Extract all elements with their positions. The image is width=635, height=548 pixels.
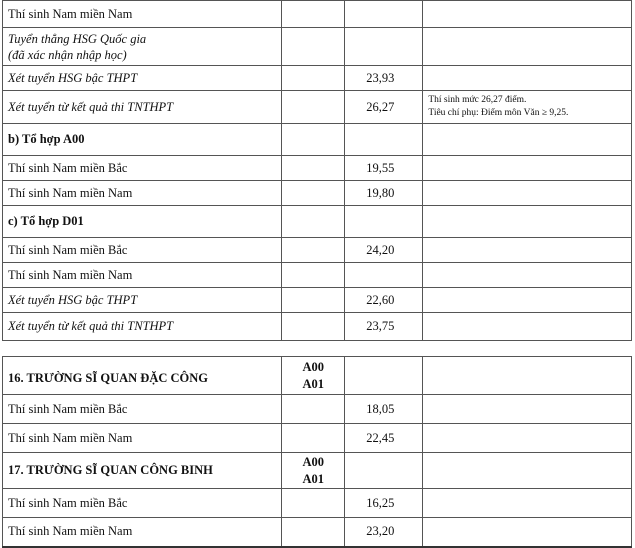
score-cell — [345, 357, 423, 395]
combination-codes — [282, 453, 345, 489]
row-label: Thí sinh Nam miền Bắc — [3, 395, 282, 424]
row-label: Thí sinh Nam miền Nam — [3, 1, 282, 28]
code-cell — [282, 124, 345, 156]
note-line: Thí sinh mức 26,27 điểm. — [428, 95, 527, 105]
code-cell — [282, 424, 345, 453]
code-cell — [282, 518, 345, 547]
score-cell — [345, 206, 423, 238]
note-cell — [423, 489, 632, 518]
score-cell — [345, 124, 423, 156]
table-row — [3, 238, 632, 263]
code-cell — [282, 156, 345, 181]
table-row — [3, 313, 632, 341]
score-cell: 16,25 — [345, 489, 423, 518]
code-cell — [282, 206, 345, 238]
school-name: 16. TRƯỜNG SĨ QUAN ĐẶC CÔNG — [3, 357, 282, 395]
code-cell — [282, 288, 345, 313]
row-label: Thí sinh Nam miền Nam — [3, 263, 282, 288]
note-cell — [423, 91, 632, 124]
row-label-line1: Tuyển thẳng HSG Quốc gia — [8, 31, 147, 46]
code-cell — [282, 181, 345, 206]
row-label: Thí sinh Nam miền Nam — [3, 518, 282, 547]
score-cell: 22,60 — [345, 288, 423, 313]
note-cell — [423, 1, 632, 28]
code-cell — [282, 1, 345, 28]
table-row — [3, 288, 632, 313]
section-heading: c) Tổ hợp D01 — [3, 206, 282, 238]
table-row — [3, 489, 632, 518]
note-cell — [423, 357, 632, 395]
score-cell — [345, 453, 423, 489]
code-cell — [282, 313, 345, 341]
score-cell: 19,55 — [345, 156, 423, 181]
note-cell — [423, 288, 632, 313]
score-cell: 23,20 — [345, 518, 423, 547]
row-label — [3, 28, 282, 66]
note-cell — [423, 181, 632, 206]
score-cell: 26,27 — [345, 91, 423, 124]
school-header-row — [3, 357, 632, 395]
code-a00: A00 — [302, 454, 325, 469]
score-cell: 24,20 — [345, 238, 423, 263]
row-label: Xét tuyển từ kết quả thi TNTHPT — [3, 91, 282, 124]
table-row — [3, 395, 632, 424]
table-row — [3, 206, 632, 238]
note-cell — [423, 518, 632, 547]
row-label: Thí sinh Nam miền Bắc — [3, 156, 282, 181]
score-cell — [345, 1, 423, 28]
score-cell — [345, 28, 423, 66]
table-row — [3, 91, 632, 124]
row-label: Thí sinh Nam miền Bắc — [3, 238, 282, 263]
note-cell — [423, 453, 632, 489]
admission-scores-table-top — [2, 0, 632, 341]
row-label: Thí sinh Nam miền Nam — [3, 181, 282, 206]
section-heading: b) Tổ hợp A00 — [3, 124, 282, 156]
row-label: Xét tuyển HSG bậc THPT — [3, 288, 282, 313]
table-row — [3, 156, 632, 181]
table-row — [3, 28, 632, 66]
note-cell — [423, 238, 632, 263]
code-a01: A01 — [302, 471, 325, 486]
note-cell — [423, 66, 632, 91]
code-cell — [282, 66, 345, 91]
code-cell — [282, 91, 345, 124]
table-row — [3, 518, 632, 547]
note-line: Tiêu chí phụ: Điểm môn Văn ≥ 9,25. — [428, 108, 569, 118]
note-cell — [423, 206, 632, 238]
score-cell — [345, 263, 423, 288]
note-cell — [423, 424, 632, 453]
score-cell: 23,93 — [345, 66, 423, 91]
code-cell — [282, 238, 345, 263]
table-row — [3, 66, 632, 91]
score-cell: 23,75 — [345, 313, 423, 341]
code-cell — [282, 28, 345, 66]
row-label: Thí sinh Nam miền Bắc — [3, 489, 282, 518]
row-label: Thí sinh Nam miền Nam — [3, 424, 282, 453]
row-label-line2: (đã xác nhận nhập học) — [8, 47, 127, 62]
school-header-row — [3, 453, 632, 489]
note-cell — [423, 313, 632, 341]
note-cell — [423, 395, 632, 424]
note-cell — [423, 28, 632, 66]
score-cell: 19,80 — [345, 181, 423, 206]
row-label: Xét tuyển HSG bậc THPT — [3, 66, 282, 91]
code-a00: A00 — [302, 359, 325, 374]
table-row — [3, 181, 632, 206]
code-cell — [282, 489, 345, 518]
score-cell: 18,05 — [345, 395, 423, 424]
note-cell — [423, 124, 632, 156]
table-row — [3, 424, 632, 453]
code-cell — [282, 395, 345, 424]
note-cell — [423, 263, 632, 288]
table-row — [3, 124, 632, 156]
code-cell — [282, 263, 345, 288]
combination-codes — [282, 357, 345, 395]
row-label: Xét tuyển từ kết quả thi TNTHPT — [3, 313, 282, 341]
score-cell: 22,45 — [345, 424, 423, 453]
school-name: 17. TRƯỜNG SĨ QUAN CÔNG BINH — [3, 453, 282, 489]
code-a01: A01 — [302, 376, 325, 391]
note-cell — [423, 156, 632, 181]
admission-scores-table-bottom — [2, 356, 632, 548]
table-row — [3, 1, 632, 28]
table-row — [3, 263, 632, 288]
